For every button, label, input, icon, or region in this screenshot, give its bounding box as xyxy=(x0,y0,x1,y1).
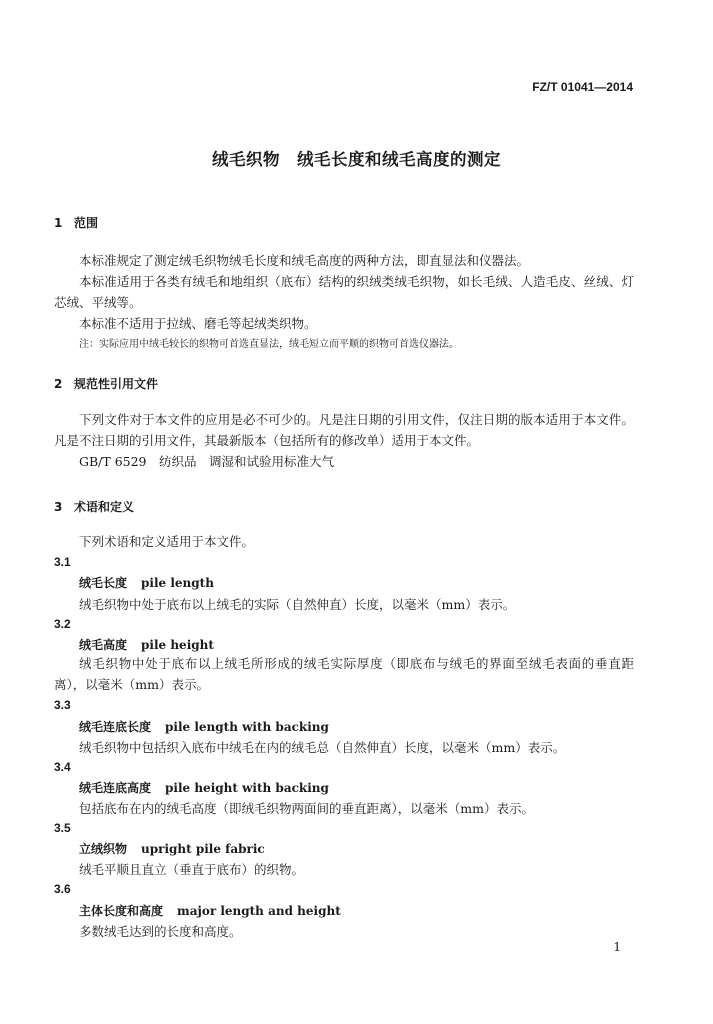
term-en: pile height with backing xyxy=(165,781,329,795)
section-title: 范围 xyxy=(74,216,99,230)
term-definition: 包括底布在内的绒毛高度（即绒毛织物两面间的垂直距离），以毫米（mm）表示。 xyxy=(79,801,534,816)
section-3-heading xyxy=(54,498,134,515)
section-number: 1 xyxy=(54,216,63,230)
standard-code: FZ/T 01041—2014 xyxy=(532,80,633,94)
term-number: 3.5 xyxy=(54,821,71,835)
section-title: 规范性引用文件 xyxy=(74,377,159,391)
term-en: pile length xyxy=(141,576,214,590)
term-number: 3.2 xyxy=(54,617,71,631)
term-number: 3.1 xyxy=(54,555,71,569)
scope-paragraph-3: 本标准不适用于拉绒、磨毛等起绒类织物。 xyxy=(79,316,317,331)
section-number: 3 xyxy=(54,500,63,514)
term-zh: 绒毛长度 xyxy=(79,576,128,590)
scope-paragraph-2: 本标准适用于各类有绒毛和地组织（底布）结构的织绒类绒毛织物，如长毛绒、人造毛皮、丝绒、灯芯绒、平绒等。 xyxy=(54,274,634,310)
term-en: pile height xyxy=(141,638,214,652)
term-zh: 绒毛连底高度 xyxy=(79,781,152,795)
term-heading xyxy=(79,636,214,653)
term-number: 3.6 xyxy=(54,882,71,896)
term-heading xyxy=(79,902,341,919)
term-heading xyxy=(79,840,265,857)
reference-item: GB/T 6529 纺织品 调湿和试验用标准大气 xyxy=(79,454,335,469)
term-definition: 多数绒毛达到的长度和高度。 xyxy=(79,924,242,939)
term-en: pile length with backing xyxy=(165,720,329,734)
term-definition: 绒毛平顺且直立（垂直于底布）的织物。 xyxy=(79,862,305,877)
term-heading xyxy=(79,779,329,796)
term-number: 3.4 xyxy=(54,760,71,774)
terms-intro: 下列术语和定义适用于本文件。 xyxy=(79,534,255,549)
term-definition: 绒毛织物中处于底布以上绒毛的实际（自然伸直）长度，以毫米（mm）表示。 xyxy=(79,597,516,612)
term-en: upright pile fabric xyxy=(141,842,265,856)
term-definition: 绒毛织物中处于底布以上绒毛所形成的绒毛实际厚度（即底布与绒毛的界面至绒毛表面的垂直距离），以毫米（mm）表示。 xyxy=(54,656,634,692)
section-2-heading xyxy=(54,375,158,392)
scope-note: 注：实际应用中绒毛较长的织物可首选直显法，绒毛短立而平顺的织物可首选仪器法。 xyxy=(79,339,459,350)
term-heading xyxy=(79,718,329,735)
scope-paragraph-1: 本标准规定了测定绒毛织物绒毛长度和绒毛高度的两种方法，即直显法和仪器法。 xyxy=(79,253,530,268)
section-title: 术语和定义 xyxy=(74,500,135,514)
section-1-heading xyxy=(54,214,98,231)
page-number: 1 xyxy=(613,940,621,954)
term-heading xyxy=(79,574,214,591)
section-number: 2 xyxy=(54,377,63,391)
term-definition: 绒毛织物中包括织入底布中绒毛在内的绒毛总（自然伸直）长度，以毫米（mm）表示。 xyxy=(79,740,566,755)
term-zh: 主体长度和高度 xyxy=(79,904,164,918)
document-title: 绒毛织物 绒毛长度和绒毛高度的测定 xyxy=(212,150,501,169)
term-zh: 立绒织物 xyxy=(79,842,128,856)
term-en: major length and height xyxy=(177,904,341,918)
references-paragraph: 下列文件对于本文件的应用是必不可少的。凡是注日期的引用文件，仅注日期的版本适用于本文件。凡是不注日期的引用文件，其最新版本（包括所有的修改单）适用于本文件。 xyxy=(54,412,634,448)
term-zh: 绒毛连底长度 xyxy=(79,720,152,734)
term-number: 3.3 xyxy=(54,698,71,712)
term-zh: 绒毛高度 xyxy=(79,638,128,652)
